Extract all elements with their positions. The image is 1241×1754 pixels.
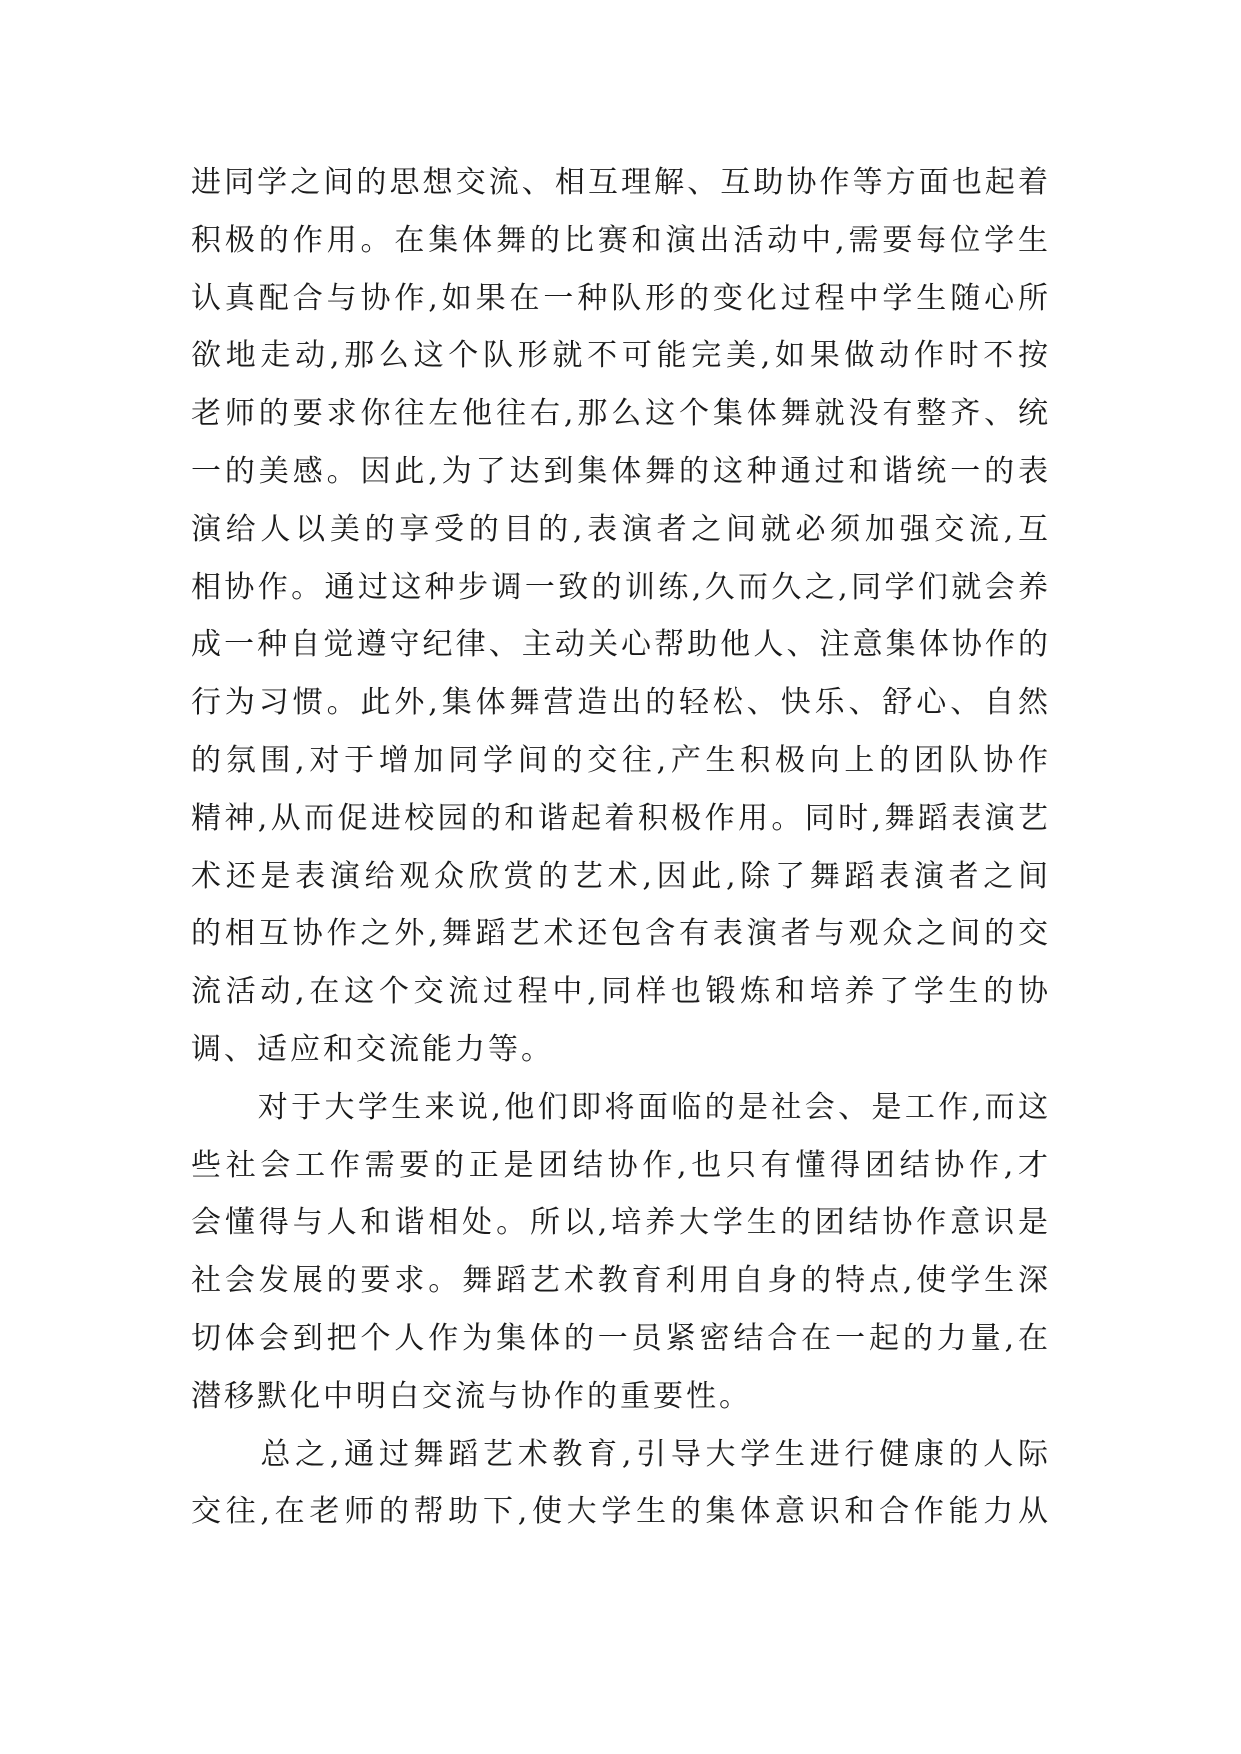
text-line: 欲地走动,那么这个队形就不可能完美,如果做动作时不按	[191, 338, 1051, 374]
text-line: 积极的作用。在集体舞的比赛和演出活动中,需要每位学生	[191, 222, 1051, 258]
text-line: 术还是表演给观众欣赏的艺术,因此,除了舞蹈表演者之间	[191, 858, 1051, 894]
text-line: 总之,通过舞蹈艺术教育,引导大学生进行健康的人际	[191, 1436, 1051, 1472]
text-line: 流活动,在这个交流过程中,同样也锻炼和培养了学生的协	[191, 974, 1051, 1010]
text-line: 行为习惯。此外,集体舞营造出的轻松、快乐、舒心、自然	[191, 685, 1051, 721]
text-line: 对于大学生来说,他们即将面临的是社会、是工作,而这	[191, 1089, 1051, 1125]
text-line: 潜移默化中明白交流与协作的重要性。	[191, 1378, 752, 1414]
text-line: 认真配合与协作,如果在一种队形的变化过程中学生随心所	[191, 280, 1051, 316]
text-line: 调、适应和交流能力等。	[191, 1031, 554, 1067]
text-line: 一的美感。因此,为了达到集体舞的这种通过和谐统一的表	[191, 453, 1051, 489]
text-line: 些社会工作需要的正是团结协作,也只有懂得团结协作,才	[191, 1147, 1051, 1183]
text-line: 切体会到把个人作为集体的一员紧密结合在一起的力量,在	[191, 1320, 1051, 1356]
text-line: 的氛围,对于增加同学间的交往,产生积极向上的团队协作	[191, 742, 1051, 778]
text-line: 的相互协作之外,舞蹈艺术还包含有表演者与观众之间的交	[191, 916, 1051, 952]
text-line: 社会发展的要求。舞蹈艺术教育利用自身的特点,使学生深	[191, 1263, 1051, 1299]
text-line: 演给人以美的享受的目的,表演者之间就必须加强交流,互	[191, 511, 1051, 547]
text-line: 精神,从而促进校园的和谐起着积极作用。同时,舞蹈表演艺	[191, 800, 1051, 836]
text-line: 成一种自觉遵守纪律、主动关心帮助他人、注意集体协作的	[191, 627, 1051, 663]
text-line: 会懂得与人和谐相处。所以,培养大学生的团结协作意识是	[191, 1205, 1051, 1241]
text-line: 相协作。通过这种步调一致的训练,久而久之,同学们就会养	[191, 569, 1051, 605]
text-line: 交往,在老师的帮助下,使大学生的集体意识和合作能力从	[191, 1494, 1051, 1530]
text-line: 老师的要求你往左他往右,那么这个集体舞就没有整齐、统	[191, 396, 1051, 432]
body-text	[191, 154, 1051, 1541]
text-line: 进同学之间的思想交流、相互理解、互助协作等方面也起着	[191, 165, 1051, 200]
